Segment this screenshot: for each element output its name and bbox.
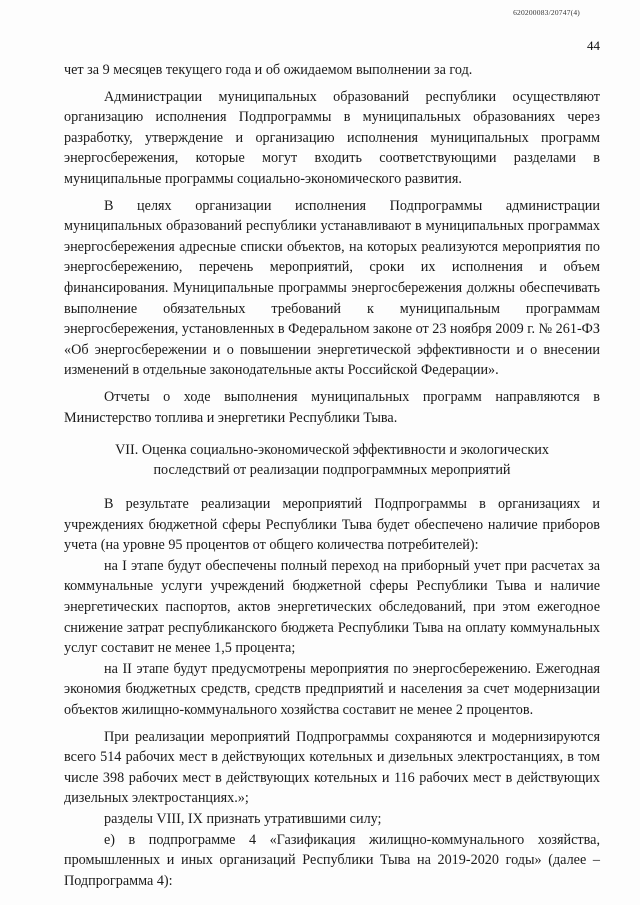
paragraph-stage-one: на I этапе будут обеспечены полный переход на приборный учет при расчетах за коммунальные услуги учреждений бюджетной сферы Республики Тыва и наличие энергетических паспортов, актов энергетических обследований, при этом ежегодное снижение затрат республиканского бюджета Республики Тыва на оплату коммунальных услуг составит не менее 1,5 процента;: [64, 557, 600, 657]
paragraph-continuation: чет за 9 месяцев текущего года и об ожидаемом выполнении за год.: [64, 62, 473, 78]
paragraph-jobs: При реализации мероприятий Подпрограммы сохраняются и модернизируются всего 514 рабочих мест в действующих котельных и дизельных электростанциях, в том числе 398 рабочих мест в действующих котельных и 116 рабочих мест в действующих дизельных электростанциях.»;: [64, 728, 600, 807]
paragraph-results: В результате реализации мероприятий Подпрограммы в организациях и учреждениях бюджетной сферы Республики Тыва будет обеспечено наличие приборов учета (на уровне 95 процентов от общего количества потребителей):: [64, 496, 600, 554]
document-code: 620200083/20747(4): [513, 8, 580, 17]
paragraph-municipal-administration: Администрации муниципальных образований республики осуществляют организацию исполнения Подпрограммы в муниципальных образованиях через разработку, утверждение и организацию исполнения муниципальных программ энергосбережения, которые могут входить соответствующими разделами в муниципальные программы социально-экономического развития.: [64, 88, 600, 187]
section-heading: VII. Оценка социально-экономической эффективности и экологических последствий от реализации подпрограммных мероприятий: [115, 442, 549, 479]
paragraph-stage-two: на II этапе будут предусмотрены мероприятия по энергосбережению. Ежегодная экономия бюджетных средств, средств предприятий и населения за счет модернизации объектов жилищно-коммунального хозяйства составит не менее 2 процентов.: [64, 660, 600, 719]
page-number: 44: [587, 38, 600, 53]
paragraph-subprogram-four: е) в подпрограмме 4 «Газификация жилищно-коммунального хозяйства, промышленных и иных организаций Республики Тыва на 2019-2020 годы» (далее – Подпрограмма 4):: [64, 831, 600, 889]
paragraph-sections-void: разделы VIII, IX признать утратившими силу;: [104, 811, 382, 827]
paragraph-reports: Отчеты о ходе выполнения муниципальных программ направляются в Министерство топлива и энергетики Республики Тыва.: [64, 388, 600, 426]
document-body: [64, 60, 600, 891]
paragraph-organization-goals: В целях организации исполнения Подпрограммы администрации муниципальных образований республики устанавливают в муниципальных программах энергосбережения адресные списки объектов, на которых реализуются мероприятия по энергосбережению, перечень мероприятий, сроки их исполнения и объем финансирования. Муниципальные программы энергосбережения должны обеспечивать выполнение обязательных требований к муниципальным программам энергосбережения, установленных в Федеральном законе от 23 ноября 2009 г. № 261-ФЗ «Об энергосбережении и о повышении энергетической эффективности и о внесении изменений в отдельные законодательные акты Российской Федерации».: [64, 197, 600, 379]
